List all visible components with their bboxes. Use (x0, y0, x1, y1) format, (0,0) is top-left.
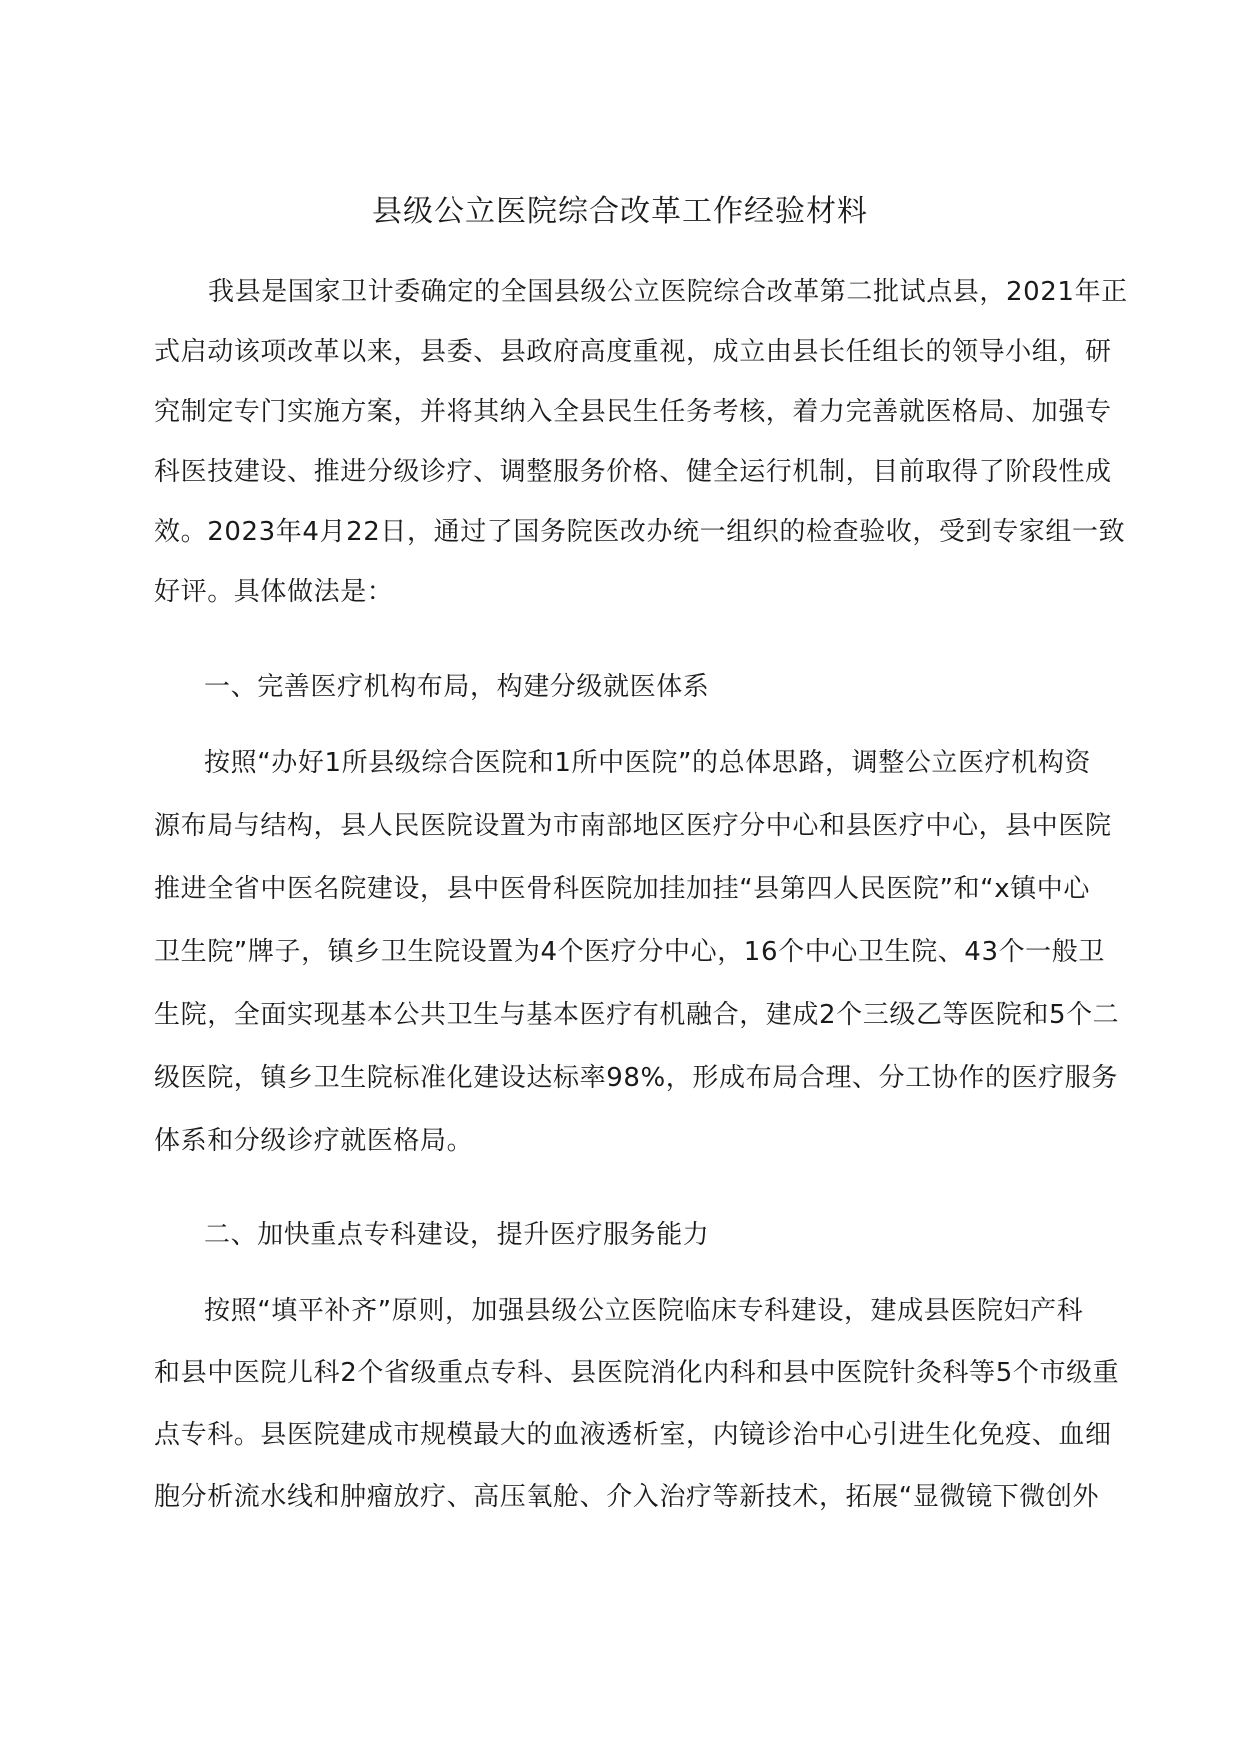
paragraph-1-line-4: 科医技建设、推进分级诊疗、调整服务价格、健全运行机制，目前取得了阶段性成 (154, 457, 1112, 487)
paragraph-1-line-3: 究制定专门实施方案，并将其纳入全县民生任务考核，着力完善就医格局、加强专 (154, 397, 1112, 427)
paragraph-3-line-3: 点专科。县医院建成市规模最大的血液透析室，内镜诊治中心引进生化免疫、血细 (154, 1420, 1112, 1450)
paragraph-2-line-3: 推进全省中医名院建设，县中医骨科医院加挂加挂“县第四人民医院”和“x镇中心 (154, 874, 1090, 904)
paragraph-1-line-2: 式启动该项改革以来，县委、县政府高度重视，成立由县长任组长的领导小组，研 (154, 337, 1112, 367)
paragraph-3-line-1: 按照“填平补齐”原则，加强县级公立医院临床专科建设，建成县医院妇产科 (204, 1296, 1084, 1326)
paragraph-2-line-6: 级医院，镇乡卫生院标准化建设达标率98%，形成布局合理、分工协作的医疗服务 (154, 1063, 1118, 1093)
document-title: 县级公立医院综合改革工作经验材料 (372, 194, 868, 229)
section-heading-2: 二、加快重点专科建设，提升医疗服务能力 (204, 1220, 710, 1250)
section-heading-1: 一、完善医疗机构布局，构建分级就医体系 (204, 672, 710, 702)
paragraph-2-line-2: 源布局与结构，县人民医院设置为市南部地区医疗分中心和县医疗中心，县中医院 (154, 811, 1112, 841)
paragraph-1-line-5: 效。2023年4月22日，通过了国务院医改办统一组织的检查验收，受到专家组一致 (154, 517, 1126, 547)
paragraph-1-line-6: 好评。具体做法是： (154, 577, 394, 607)
paragraph-3-line-4: 胞分析流水线和肿瘤放疗、高压氧舱、介入治疗等新技术，拓展“显微镜下微创外 (154, 1482, 1100, 1512)
paragraph-2-line-7: 体系和分级诊疗就医格局。 (154, 1126, 474, 1156)
paragraph-2-line-5: 生院，全面实现基本公共卫生与基本医疗有机融合，建成2个三级乙等医院和5个二 (154, 1000, 1120, 1030)
paragraph-2-line-1: 按照“办好1所县级综合医院和1所中医院”的总体思路，调整公立医疗机构资 (204, 748, 1092, 778)
paragraph-3-line-2: 和县中医院儿科2个省级重点专科、县医院消化内科和县中医院针灸科等5个市级重 (154, 1358, 1120, 1388)
paragraph-2-line-4: 卫生院”牌子，镇乡卫生院设置为4个医疗分中心，16个中心卫生院、43个一般卫 (154, 937, 1105, 967)
paragraph-1-line-1: 我县是国家卫计委确定的全国县级公立医院综合改革第二批试点县，2021年正 (208, 277, 1128, 307)
